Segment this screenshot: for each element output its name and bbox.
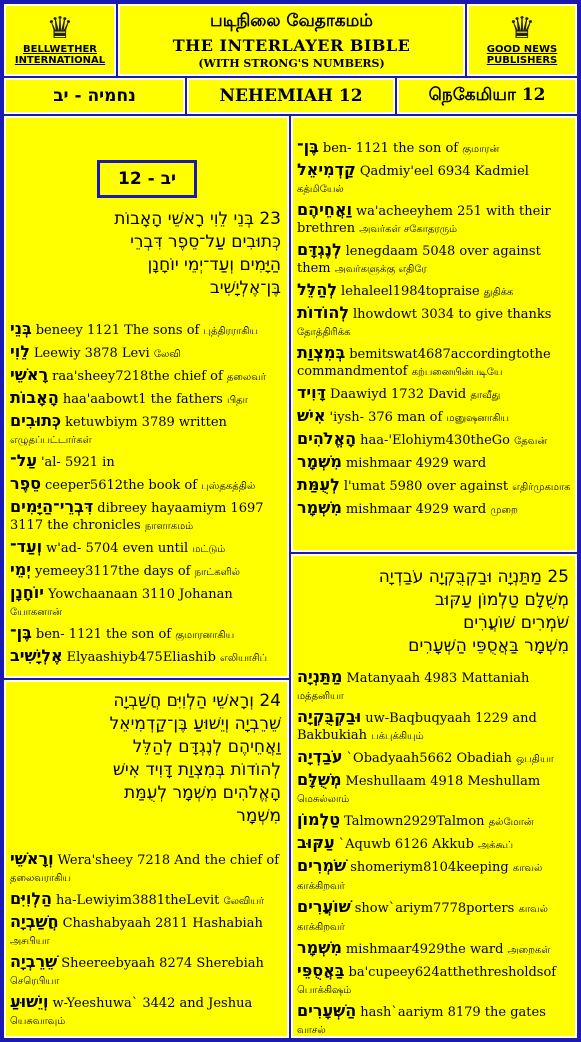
transliteration-gloss: beneey 1121 The sons of [35,323,204,338]
verse-23-hebrew [6,208,287,300]
word-entry [6,848,287,888]
transliteration-gloss: w-Yeeshuwa` 3442 and Jeshua [52,996,253,1011]
word-entry [293,769,575,809]
transliteration-gloss: haa-'Elohiym430theGo [360,433,515,448]
hebrew-word: לְנֶגְדָּם [297,240,342,259]
tamil-gloss: கற்பனையின்படியே [411,367,503,378]
word-entry [293,960,575,1000]
hebrew-word: הָאָבוֹת [10,388,59,407]
transliteration-gloss: wa'acheeyhem 251 with their brethren [297,204,551,236]
tamil-gloss: அக்கூப் [478,840,514,851]
tamil-gloss: அவர்கள் சகோதரரும் [359,224,458,235]
hebrew-word: וּבַקְבֻּקְיָה [297,707,362,726]
tamil-gloss: மனுஷனாகிய [446,413,509,424]
hebrew-word: הַלְוִיִּם [10,889,53,908]
transliteration-gloss: Leewiy 3878 Levi [33,346,154,361]
word-entry [293,239,575,279]
book-tamil: நெகேமியா 12 [397,78,577,114]
hebrew-word: שֵׁרֵבְיָה [10,952,58,971]
hebrew-word: חֲשַׁבְיָה [10,912,59,931]
verse-25-hebrew [293,566,575,658]
transliteration-gloss: ba'cupeey624atthethresholdsof [348,965,557,980]
right-logo [467,4,577,76]
hebrew-word: שׁוֹעֲרִים [297,897,351,916]
hebrew-word: סֵפֶר [10,474,42,493]
left-panel-verse-24 [4,680,289,1038]
hebrew-word: לְעֻמַּת [297,475,340,494]
hebrew-word: וְרָאשֵׁי [10,849,54,868]
word-entry [6,341,287,364]
verse-line: כְּתוּבִים עַל־סֵפֶר דִּבְרֵי [130,232,281,252]
tamil-gloss: காவல் காக்கிறவர் [297,863,543,892]
word-entry [6,410,287,450]
transliteration-gloss: Sheereebyaah 8274 Sherebiah [61,956,264,971]
transliteration-gloss: 'iysh- 376 man of [329,410,447,425]
verse-24-hebrew [6,690,287,828]
right-panel-verse-25 [291,554,577,1038]
hebrew-word: אֶלְיָשִׁיב [10,646,63,665]
transliteration-gloss: mishmaar 4929 ward [345,456,487,471]
left-logo [4,4,116,76]
verse-line: מִשְׁמָר בַּאֲסֻפֵּי הַשְּׁעָרִים [408,636,569,656]
verse-line: הַיָּמִים וְעַד־יְמֵי יוֹחָנָן [147,255,281,275]
transliteration-gloss: Meshullaam 4918 Meshullam [345,774,541,789]
tamil-gloss: தேவன் [514,436,548,447]
hebrew-word: קַדְמִיאֵל [297,160,356,179]
word-entry [293,896,575,937]
right-top-entries [293,136,575,520]
verse-line: 23 בְּנֵי לֵוִי רָאשֵׁי הָאָבוֹת [114,209,281,229]
tamil-gloss: எதிர்முகமாக [512,482,571,493]
hebrew-word: רָאשֵׁי [10,365,49,384]
transliteration-gloss: mishmaar 4929 ward [345,502,491,517]
transliteration-gloss: hash`aariym 8179 the gates [360,1005,546,1020]
hebrew-word: דָּוִיד [297,383,327,402]
tamil-gloss: தாவீது [470,390,501,401]
verse-line: שֵׁרֵבְיָה וְיֵשׁוּעַ בֶּן־קַדְמִיאֵל [109,714,281,734]
hebrew-word: לֵוִי [10,342,30,361]
tamil-gloss: எலியாசிப் [220,653,268,664]
hebrew-word: בְּמִצְוַת [297,343,346,362]
tamil-gloss: பிதா [226,395,248,406]
hebrew-word: וְיֵשׁוּעַ [10,992,49,1011]
transliteration-gloss: mishmaar4929the ward [345,942,508,957]
word-entry [293,746,575,769]
hebrew-word: מְשֻׁלָּם [297,770,342,789]
hebrew-word: מַתַּנְיָה [297,667,343,686]
right-logo-text: GOOD NEWS PUBLISHERS [486,44,558,66]
subtitle: (WITH STRONG'S NUMBERS) [198,57,385,70]
tamil-gloss: எழுதப்பட்டார்கள் [10,435,92,446]
left-logo-text: BELLWETHER INTERNATIONAL [14,44,106,66]
tamil-gloss: வாசல் [297,1025,326,1036]
tamil-gloss: யோகனான் [10,607,62,618]
tamil-gloss: செரெபியா [10,976,60,987]
bellwether-logo-icon: ♛ [46,11,74,46]
transliteration-gloss: Talmown2929Talmon [344,814,489,829]
tamil-gloss: முறை [490,505,518,516]
book-english: NEHEMIAH 12 [187,78,395,114]
verse-line: מְשֻׁלָּם טַלְמוֹן עַקּוּב [434,590,569,610]
right-panel-top [291,116,577,552]
tamil-gloss: மத்தனியா [297,691,344,702]
tamil-gloss: மட்டும் [192,544,226,555]
verse-line: שֹׁמְרִים שׁוֹעֲרִים [463,613,569,633]
hebrew-word: וַאֲחֵיהֶם [297,200,352,219]
verse-24-entries [6,848,287,1031]
tamil-gloss: லேவியர் [223,896,265,907]
transliteration-gloss: ben- 1121 the son of [35,627,176,642]
tamil-gloss: காவல் காக்கிறவர் [297,904,548,933]
word-entry [6,387,287,410]
transliteration-gloss: dibreey hayaamiym 1697 3117 the chronicles [10,501,264,533]
tamil-gloss: அவர்களுக்கு எதிரே [334,264,427,275]
tamil-gloss: மெசுல்லாம் [297,794,350,805]
word-entry [293,279,575,302]
tamil-gloss: யெசுவாவும் [10,1016,66,1027]
hebrew-word: בְּנֵי [10,319,32,338]
transliteration-gloss: shomeriym8104keeping [350,860,513,875]
word-entry [293,428,575,451]
left-panel-verse-23 [4,116,289,678]
word-entry [6,536,287,559]
hebrew-word: יְמֵי [10,560,31,579]
tamil-gloss: பக்புக்கியும் [371,731,424,742]
tamil-gloss: அறைகள் [507,945,551,956]
transliteration-gloss: ha-Lewiyim3881theLevit [56,893,224,908]
title-english: THE INTERLAYER BIBLE [172,36,411,55]
title-block [118,4,465,76]
word-entry [6,473,287,496]
word-entry [293,451,575,474]
verse-line: בֶּן־אֶלְיָשִׁיב [209,278,281,298]
word-entry [6,888,287,911]
hebrew-word: מִשְׁמָר [297,452,342,471]
transliteration-gloss: l'umat 5980 over against [343,479,513,494]
hebrew-word: שֹׁמְרִים [297,856,347,875]
transliteration-gloss: lhowdowt 3034 to give thanks [353,307,552,322]
word-entry [6,559,287,582]
transliteration-gloss: ketuwbiym 3789 written [65,415,227,430]
transliteration-gloss: `Aquwb 6126 Akkub [338,837,479,852]
word-entry [293,706,575,746]
word-entry [293,302,575,342]
hebrew-word: הַשְּׁעָרִים [297,1001,357,1020]
word-entry [293,136,575,159]
tamil-gloss: குமாரனாகிய [175,630,235,641]
tamil-gloss: புத்திரராகிய [203,326,258,337]
word-entry [293,405,575,428]
verse-25-entries [293,666,575,1038]
word-entry [293,937,575,960]
tamil-gloss: அசபியா [10,936,50,947]
word-entry [293,1000,575,1038]
transliteration-gloss: show`ariym7778porters [354,901,519,916]
hebrew-word: עַל־ [10,451,37,470]
tamil-gloss: ஒபதியா [515,754,554,765]
tamil-gloss: தலைவர் [226,372,266,383]
hebrew-word: בַּאֲסֻפֵּי [297,961,345,980]
hebrew-word: עַקּוּב [297,833,335,852]
transliteration-gloss: Daawiyd 1732 David [330,387,471,402]
word-entry [6,496,287,536]
transliteration-gloss: raa'sheey7218the chief of [52,369,227,384]
transliteration-gloss: Wera'sheey 7218 And the chief of [57,853,280,868]
word-entry [6,645,287,668]
hebrew-word: דִּבְרֵי־הַיָּמִים [10,497,94,516]
word-entry [6,622,287,645]
hebrew-word: עֹבַדְיָה [297,747,343,766]
transliteration-gloss: Chashabyaah 2811 Hashabiah [62,916,263,931]
transliteration-gloss: bemitswat4687accordingtothe commandmentof [297,347,551,379]
hebrew-word: בֶּן־ [10,623,32,642]
verse-line: לְהוֹדוֹת בְּמִצְוַת דָּוִיד אִישׁ [112,760,281,780]
transliteration-gloss: ben- 1121 the son of [322,141,463,156]
transliteration-gloss: lehaleel1984topraise [341,284,484,299]
transliteration-gloss: Yowchaanaan 3110 Johanan [47,587,233,602]
word-entry [293,855,575,896]
word-entry [293,342,575,382]
chapter-label: יב - 12 [97,160,197,198]
verse-line: 24 וְרָאשֵׁי הַלְוִיִּם חֲשַׁבְיָה [113,691,281,711]
tamil-gloss: பொக்கிஷம் [297,985,352,996]
word-entry [6,991,287,1031]
word-entry [293,474,575,497]
tamil-gloss: கத்மியேல் [297,184,344,195]
hebrew-word: אִישׁ [297,406,326,425]
hebrew-word: יוֹחָנָן [10,583,44,602]
word-entry [293,666,575,706]
tamil-gloss: தலைவராகிய [10,873,72,884]
transliteration-gloss: Elyaashiyb475Eliashib [66,650,221,665]
hebrew-word: מִשְׁמָר [297,938,342,957]
tamil-gloss: நாட்களில் [194,567,240,578]
transliteration-gloss: `Obadyaah5662 Obadiah [346,751,516,766]
transliteration-gloss: Qadmiy'eel 6934 Kadmiel [359,164,529,179]
transliteration-gloss: haa'aabowt1 the fathers [62,392,227,407]
transliteration-gloss: Matanyaah 4983 Mattaniah [346,671,530,686]
transliteration-gloss: lenegdaam 5048 over against them [297,244,541,276]
hebrew-word: לְהוֹדוֹת [297,303,349,322]
hebrew-word: מִשְׁמָר [297,498,342,517]
word-entry [293,199,575,239]
tamil-gloss: புஸ்தகத்தில் [201,481,256,492]
transliteration-gloss: yemeey3117the days of [35,564,195,579]
word-entry [6,364,287,387]
verse-line: וַאֲחֵיהֶם לְנֶגְדָּם לְהַלֵּל [132,737,281,757]
transliteration-gloss: ceeper5612the book of [45,478,202,493]
hebrew-word: טַלְמוֹן [297,810,341,829]
word-entry [293,809,575,832]
transliteration-gloss: uw-Baqbuqyaah 1229 and Bakbukiah [297,711,537,743]
transliteration-gloss: 'al- 5921 in [40,455,115,470]
word-entry [6,951,287,991]
tamil-gloss: தல்மோன் [488,817,534,828]
word-entry [6,318,287,341]
verse-line: הָאֱלֹהִים מִשְׁמָר לְעֻמַּת [123,783,281,803]
word-entry [6,450,287,473]
title-tamil: படிநிலை வேதாகமம் [210,11,373,31]
tamil-gloss: துதிக்க [483,287,514,298]
hebrew-word: לְהַלֵּל [297,280,338,299]
word-entry [6,911,287,951]
verse-line: 25 מַתַּנְיָה וּבַקְבֻּקְיָה עֹבַדְיָה [378,567,569,587]
word-entry [293,382,575,405]
hebrew-word: כְּתוּבִים [10,411,62,430]
word-entry [6,582,287,622]
word-entry [293,159,575,199]
transliteration-gloss: w'ad- 5704 even until [46,541,193,556]
tamil-gloss: நாளாகமம் [144,521,194,532]
tamil-gloss: லேவி [153,349,181,360]
tamil-gloss: குமாரன் [462,144,500,155]
hebrew-word: בֶּן־ [297,137,319,156]
hebrew-word: וְעַד־ [10,537,43,556]
word-entry [293,497,575,520]
book-hebrew: נחמיה - יב [4,78,185,114]
good-news-logo-icon: ♛ [508,11,536,46]
hebrew-word: הָאֱלֹהִים [297,429,357,448]
verse-23-entries [6,318,287,668]
tamil-gloss: தோத்திரிக்க [297,327,351,338]
word-entry [293,832,575,855]
verse-line: מִשְׁמָר [236,806,281,826]
